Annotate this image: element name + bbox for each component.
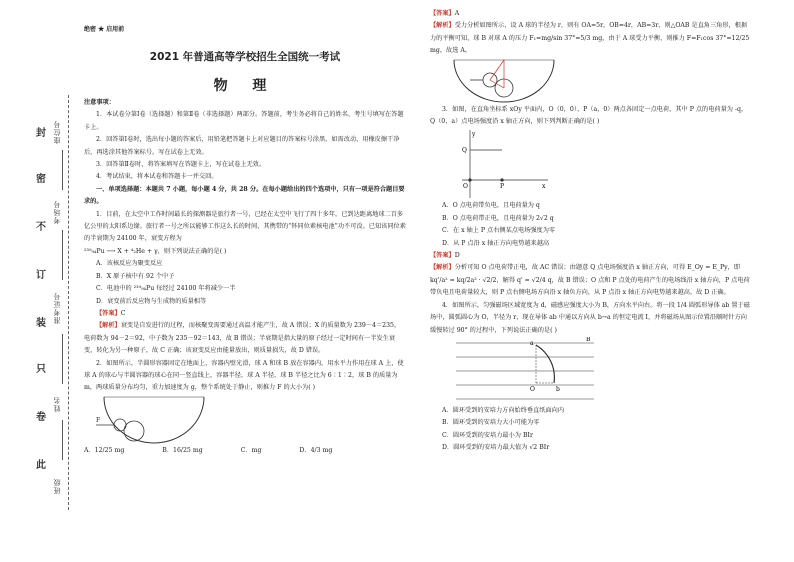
section-heading: 一、单项选择题：本题共 7 小题，每小题 4 分，共 28 分。在每小题给出的四个选项中，只有一项是符合题目要求的。	[84, 185, 405, 206]
note-item: 2．回答第Ⅰ卷时，选出每小题的答案后，用铅笔把答题卡上对应题目的答案标号涂黑，如需改动，用橡皮擦干净后，再选涂其他答案标号。写在试卷上无效。	[84, 136, 400, 156]
q3-option: D．从 P 点沿 x 轴正方向电势越来越高	[442, 239, 550, 247]
name-field: 姓名	[53, 396, 61, 412]
axis-y-label: y	[472, 131, 476, 139]
axis-x-label: x	[542, 183, 546, 191]
point-o-label: O	[530, 385, 535, 393]
point-b-label: b	[556, 385, 560, 393]
answer-tag: 【答案】	[430, 252, 455, 260]
q2-option: D．4/3 mg	[299, 446, 333, 454]
point-p-label: P	[500, 183, 505, 191]
q1-option: C．电池中的 ²³⁹₉₄Pu 每经过 24100 年将减少一半	[96, 285, 236, 293]
analysis-tag: 【解析】	[430, 264, 455, 272]
analysis-tag: 【解析】	[430, 22, 455, 30]
q2-options	[84, 445, 406, 457]
left-column	[84, 97, 406, 457]
binding-strip	[0, 0, 80, 562]
q1-equation: ²³⁹₉₄Pu ⟶ X + ⁴₂He + γ，则下列说法正确的是( )	[84, 247, 227, 255]
q3-coordinate-figure	[460, 128, 550, 200]
point-a-label: a	[530, 339, 534, 347]
strip-char: 密	[36, 174, 46, 185]
svg-text:F: F	[96, 416, 101, 424]
strip-char: 订	[36, 270, 46, 281]
q1-analysis: 衰变是自发进行的过程，而核聚变需要通过高温才能产生，故 A 错误；X 的质量数为 239－4＝235，电荷数为 94－2＝92，中子数为 235－92＝143，故 B 错误；半衰期是指大量的原子经过一定时间有一半发生衰变，转化为另一种原子，故 C 正确；该衰变反应由能量放出，则质量损失，故 D 错误。	[84, 322, 401, 355]
seat-number-field: 座位号	[53, 120, 61, 144]
exam-id-field: 准考证号	[53, 292, 61, 324]
q3-analysis: 分析可知 O 点电荷带正电，故 AC 错误；由题意 Q 点电场强度沿 x 轴正方向，可得 E_Oy = E_Py，即 kq'/a² = kq/2a² · √2/2，解得 q' = √2/4 q，故 B 错误；O 点和 P 点处的电荷产生的电场线沿 x 轴方向，P 点电荷带负电且电荷量较大，则 P 点右侧电场方向沿 x 轴负方向，从 P 点沿 x 轴正方向电势越来越高，故 D 正确。	[430, 264, 750, 297]
q2-stem: 2．如图所示，半圆形容器固定在地面上，容器内壁光滑，球 A 和球 B 放在容器内，用水平力作用在球 A 上，使球 A 的球心与半圆容器的球心在同一竖直线上，容器半径、球 A 半径、球 B 半径之比为 6∶1∶2，球 B 的质量为 m，两球质量分布均匀，重力加速度为 g，整个系统处于静止，则推力 F 的大小为( )	[84, 359, 404, 392]
q1-answer: C	[120, 309, 126, 317]
field-line	[62, 150, 63, 190]
strip-char: 装	[36, 318, 46, 329]
field-line	[62, 334, 63, 384]
q3-answer: D	[454, 252, 460, 260]
room-number-field: 考场号	[53, 200, 61, 224]
q4-option: C．圆环受到的安培力最小为 BIr	[442, 431, 533, 439]
q2-figure-bowl	[94, 395, 214, 445]
q4-option: A．圆环受到的安培力方向始终垂直纸面向内	[442, 406, 565, 414]
note-item: 4．考试结束，将本试卷和答题卡一并交回。	[96, 173, 218, 181]
q3-option: A．O 点电荷带负电，且电荷量为 q	[442, 202, 540, 210]
note-item: 3．回答第Ⅱ卷时，将答案填写在答题卡上，写在试卷上无效。	[96, 161, 266, 169]
strip-char: 此	[36, 460, 46, 471]
note-item: 1．本试卷分第Ⅰ卷（选择题）和第Ⅱ卷（非选择题）两部分。答题前，考生务必将自己的姓名、考生号填写在答题卡上。	[84, 111, 404, 131]
q4-option: D．圆环受到的安培力最大值为 √2 BIr	[442, 444, 550, 452]
answer-tag: 【答案】	[430, 10, 455, 17]
field-b-label: B	[586, 336, 591, 343]
strip-char: 封	[36, 128, 46, 139]
q2-answer: A	[454, 10, 460, 17]
answer-tag: 【答案】	[96, 309, 121, 317]
q4-stem: 4．如图所示，匀强磁场区域宽度为 d，磁感应强度大小为 B，方向水平向右。将一段 1/4 圆弧形导体 ab 置于磁场中，圆弧圆心为 O，半径为 r，现在导体 ab 中通以方向从 b→a 的恒定电流 I，并将磁场从图示位置沿顺时针方向缓慢转过 90° 的过程中，下列说法正确的是( )	[430, 301, 750, 334]
notes-heading: 注意事项：	[84, 99, 115, 106]
q2-force-diagram	[450, 58, 560, 104]
right-column	[430, 8, 752, 455]
q1-option: B．X 原子核中有 92 个中子	[96, 272, 175, 280]
q4-option: B．圆环受到的安培力大小可能为零	[442, 419, 540, 427]
q1-stem: 1．目前，在太空中工作时间最长的探测器是旅行者一号，已经在太空中飞行了四十多年，已到达距离地球二百多亿公里的太阳系边缘。旅行者一号之所以能够工作这么长的时间，其携带的“钚同位素核电池”功不可没。已知该同位素的半衰期为 24100 年，衰变方程为	[84, 210, 406, 243]
strip-char: 只	[36, 364, 46, 375]
q2-option: B．16/25 mg	[162, 446, 203, 454]
q3-stem: 3．如图，在直角坐标系 xOy 平面内，O（0，0）、P（a，0）两点各固定一点电荷，其中 P 点的电荷量为 -q，Q（0，a）点电场强度沿 x 轴正方向，则下列判断正确的是( )	[430, 105, 748, 126]
q2-analysis: 受力分析如图所示，设 A 球的半径为 r，则有 OA=5r，OB=4r，AB=3r，则△OAB 是直角三角形，根据力的平衡可知，球 B 对球 A 的压力 F₁=mg/sin 37°=5/3 mg，由于 A 球受力平衡，则推力 F=F₁cos 37°=12/25 mg，故选 A。	[430, 22, 750, 55]
q2-option: A．12/25 mg	[84, 446, 125, 454]
class-field: 班级	[53, 478, 61, 494]
q3-option: C．在 x 轴上 P 点右侧某点电场强度为零	[442, 227, 556, 235]
cut-line	[68, 95, 69, 510]
analysis-tag: 【解析】	[96, 322, 121, 330]
exam-title: 2021 年普通高等学校招生全国统一考试	[149, 51, 341, 63]
subject-title: 物 理	[213, 78, 277, 94]
field-line	[62, 420, 63, 460]
q3-option: B．O 点电荷带正电，且电荷量为 2√2 q	[442, 214, 554, 222]
strip-char: 卷	[36, 412, 46, 423]
point-o-label: O	[463, 183, 468, 191]
q1-option: D．衰变前后反应物与生成物的质量相等	[96, 297, 207, 305]
strip-char: 不	[36, 222, 46, 233]
q2-option: C．mg	[240, 446, 262, 454]
point-q-label: Q	[462, 147, 467, 155]
q4-magnetic-figure	[450, 337, 600, 405]
secret-label: 绝密 ★ 启用前	[84, 26, 125, 33]
field-line	[62, 230, 63, 280]
q1-option: A．该核反应为聚变反应	[96, 260, 163, 268]
